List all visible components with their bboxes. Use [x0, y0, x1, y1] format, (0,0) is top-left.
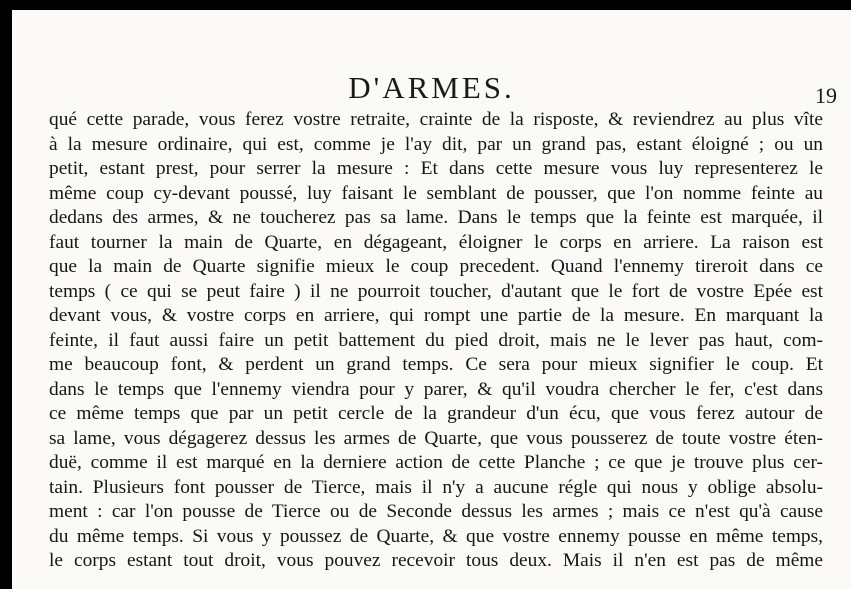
body-text	[49, 108, 823, 574]
text-line: qué cette parade, vous ferez vostre retraite, crainte de la risposte, & reviendrez au plus vîte	[49, 109, 823, 130]
page-number: 19	[815, 83, 837, 108]
text-line: feinte, il faut aussi faire un petit battement du pied droit, mais ne le lever pas haut, com-	[49, 329, 823, 351]
text-line: ment : car l'on pousse de Tierce ou de Seconde dessus les armes ; mais ce n'est qu'à cause	[49, 501, 823, 522]
text-line: que la main de Quarte signifie mieux le coup precedent. Quand l'ennemy tireroit dans ce	[49, 256, 823, 277]
text-line: le corps estant tout droit, vous pouvez recevoir tous deux. Mais il n'en est pas de même	[49, 550, 823, 571]
text-line: petit, estant prest, pour serrer la mesure : Et dans cette mesure vous luy representerez le	[49, 158, 823, 179]
text-line: duë, comme il est marqué en la derniere action de cette Planche ; ce que je trouve plus cer-	[49, 452, 823, 473]
text-line: devant vous, & vostre corps en arriere, qui rompt une partie de la mesure. En marquant la	[49, 305, 823, 326]
text-line: du même temps. Si vous y poussez de Quarte, & que vostre ennemy pousse en même temps,	[49, 525, 823, 547]
text-line: à la mesure ordinaire, qui est, comme je l'ay dit, par un grand pas, estant éloigné ; ou un	[49, 133, 823, 155]
text-line: sa lame, vous dégagerez dessus les armes de Quarte, que vous pousserez de toute vostre éten-	[49, 427, 823, 449]
text-line: temps ( ce qui se peut faire ) il ne pourroit toucher, d'autant que le fort de vostre Epée est	[49, 280, 823, 302]
text-line: même coup cy-devant poussé, luy faisant le semblant de pousser, que l'on nomme feinte au	[49, 182, 823, 204]
text-line: dans le temps que l'ennemy viendra pour y parer, & qu'il voudra chercher le fer, c'est dans	[49, 378, 823, 400]
text-line: tain. Plusieurs font pousser de Tierce, mais il n'y a aucune régle qui nous y oblige absolu-	[49, 476, 823, 498]
book-page	[12, 10, 851, 589]
text-line: ce même temps que par un petit cercle de la grandeur d'un écu, que vous ferez autour de	[49, 403, 823, 424]
text-line: me beaucoup font, & perdent un grand temps. Ce sera pour mieux signifier le coup. Et	[49, 354, 823, 375]
running-title: D'ARMES.	[348, 70, 515, 105]
text-line: dedans des armes, & ne toucherez pas sa lame. Dans le temps que la feinte est marquée, il	[49, 207, 823, 228]
text-line: faut tourner la main de Quarte, en dégageant, éloigner le corps en arriere. La raison est	[49, 231, 823, 253]
